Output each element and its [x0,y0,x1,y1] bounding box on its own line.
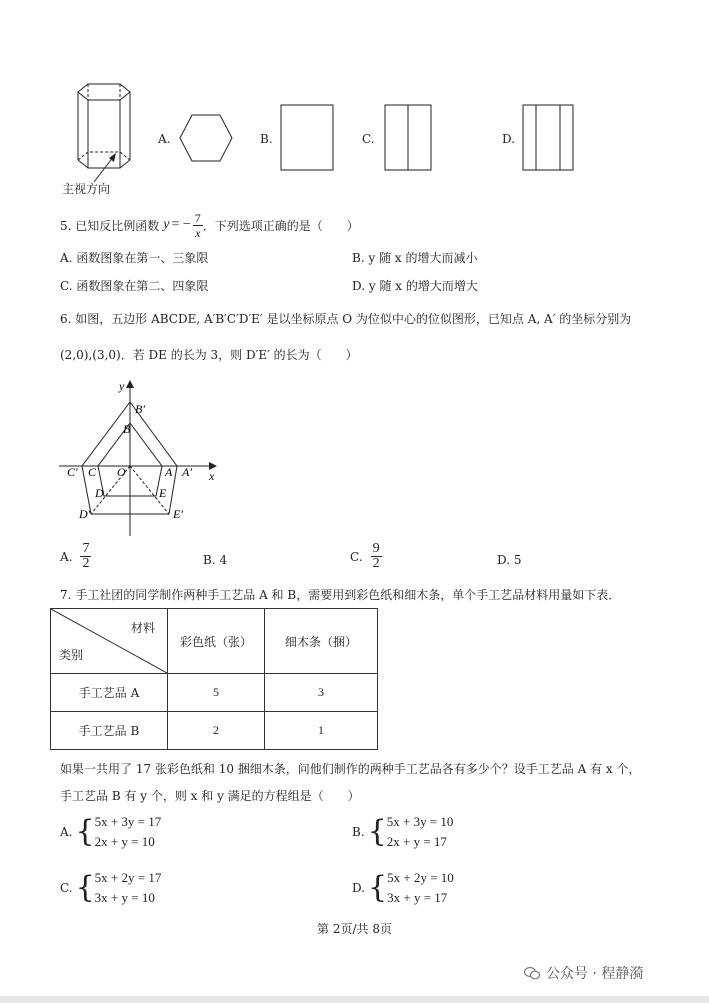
q7-option-b-eq1: 5x + 3y = 10 [386,814,454,829]
table-corner-cell [51,609,168,674]
q7-option-c-system [95,868,162,908]
q4-option-c-letter: C. [362,132,375,146]
label-A: A [165,465,173,479]
table-row [51,712,378,750]
table-header-row [51,609,378,674]
q6-option-c-num: 9 [372,541,380,556]
brace-icon: { [368,870,388,905]
bottom-edge-bar [0,996,709,1003]
q5-option-a-text: 函数图象在第一、三象限 [76,251,209,265]
q4-option-b-rectangle [280,104,336,172]
q7-option-b-eq2: 2x + y = 17 [386,834,447,849]
q5-y: y [163,217,170,232]
q4-option-b-letter: B. [260,132,273,146]
label-C-prime: C′ [67,465,78,479]
q7-option-c-eq1: 5x + 2y = 17 [94,870,162,885]
q7-question-line2: 手工艺品 B 有 y 个，则 x 和 y 满足的方程组是（ ） [60,789,360,803]
table-header-cell: 细木条（捆） [265,609,378,674]
watermark [524,963,643,983]
q6-option-c-fraction [371,542,382,571]
q7-option-c-eq2: 3x + y = 10 [94,890,155,905]
brace-icon: { [367,814,387,849]
q5-fraction [193,211,203,240]
q7-option-d-system [387,868,454,908]
table-header-cell: 彩色纸（张） [168,609,265,674]
q5-option-b-text: y 随 x 的增大而减小 [368,251,478,265]
q6-option-d [497,553,521,567]
corner-bottom-label: 类别 [59,648,84,662]
q6-option-b-letter: B. [203,553,216,567]
q5-frac-num: 7 [194,210,201,225]
q6-option-a-letter: A. [60,549,73,564]
q4-option-c-rectangle [384,104,434,172]
brace-icon: { [75,870,95,905]
q6-option-b-text: 4 [219,553,228,567]
q5-option-b-letter: B. [352,251,365,265]
q5-frac-den: x [195,225,201,240]
brace-icon: { [75,814,95,849]
q6-option-a [60,542,91,571]
q5-option-a-letter: A. [60,251,73,265]
q7-option-c-letter: C. [60,881,73,895]
q6-option-c [350,542,382,571]
q7-option-b-letter: B. [352,825,365,839]
table-row-label: 手工艺品 B [51,712,168,750]
q6-option-b [203,553,227,567]
q6-stem-line2: (2,0),(3,0)．若 DE 的长为 3，则 D′E′ 的长为（ ） [60,348,358,362]
label-B: B [123,422,131,436]
q5-stem-before: 5. 已知反比例函数 [60,218,160,233]
q5-option-c [60,277,208,294]
watermark-text: 公众号 · 程静漪 [546,966,644,982]
q6-stem-line1: 6. 如图，五边形 ABCDE, A′B′C′D′E′ 是以坐标原点 O 为位似中心的位似图形，已知点 A, A′ 的坐标分别为 [60,312,632,326]
label-D-prime: D′ [79,507,91,521]
q4-option-a-hexagon [178,113,234,163]
q6-option-d-letter: D. [497,553,511,567]
label-A-prime: A′ [182,465,192,479]
table-cell: 5 [168,674,265,712]
q5-stem [60,208,359,242]
q5-option-c-text: 函数图象在第二、四象限 [76,279,209,293]
wechat-icon [524,966,540,980]
q6-option-a-fraction [80,542,91,571]
table-cell: 2 [168,712,265,750]
label-B-prime: B′ [135,402,145,416]
q7-option-d [352,868,454,908]
q7-option-a-system [95,812,162,852]
table-row-label: 手工艺品 A [51,674,168,712]
label-y: y [119,379,125,393]
q7-option-a-eq1: 5x + 3y = 17 [94,814,162,829]
q5-eq: = − [171,217,191,232]
q5-option-b [352,249,477,266]
q7-option-d-letter: D. [352,881,366,895]
q7-option-d-eq1: 5x + 2y = 10 [387,870,454,885]
main-view-label: 主视方向 [62,182,111,196]
q5-option-a [60,249,208,266]
q7-option-b [352,812,453,852]
table-cell: 3 [265,674,378,712]
label-C: C [88,465,97,479]
q7-option-b-system [387,812,454,852]
q6-option-a-num: 7 [82,541,90,556]
q7-option-a-eq2: 2x + y = 10 [94,834,155,849]
q4-option-a-letter: A. [158,132,171,146]
table-row [51,674,378,712]
table-cell: 1 [265,712,378,750]
q6-option-a-den: 2 [82,556,90,571]
q5-option-c-letter: C. [60,279,73,293]
corner-top-label: 材料 [130,621,155,635]
page-number: 第 2页/共 8页 [317,922,392,936]
label-E-prime: E′ [173,507,183,521]
q7-option-a [60,812,161,852]
q7-option-d-eq2: 3x + y = 17 [387,890,448,905]
q4-option-d-rectangle [522,104,576,172]
q4-option-d-letter: D. [502,132,516,146]
q5-stem-after: ．下列选项正确的是（ ） [202,218,359,233]
q7-option-c [60,868,161,908]
label-D: D [95,486,104,500]
q6-similar-pentagons-figure [55,376,225,546]
q6-option-c-letter: C. [350,549,363,564]
q6-option-c-den: 2 [372,556,380,571]
label-E: E [159,486,167,500]
q7-question-line1: 如果一共用了 17 张彩色纸和 10 捆细木条，问他们制作的两种手工艺品各有多少个？设手工艺品 A 有 x 个， [60,762,641,776]
label-O: O [117,465,126,479]
label-x: x [209,469,215,483]
q5-option-d-text: y 随 x 的增大而增大 [368,279,478,293]
q6-option-d-text: 5 [513,553,522,567]
q7-option-a-letter: A. [60,825,73,839]
q5-option-d [352,277,478,294]
q7-stem: 7. 手工社团的同学制作两种手工艺品 A 和 B，需要用到彩色纸和细木条，单个手工艺品材料用量如下表． [60,588,621,602]
q5-option-d-letter: D. [352,279,366,293]
q7-material-table [50,608,378,750]
